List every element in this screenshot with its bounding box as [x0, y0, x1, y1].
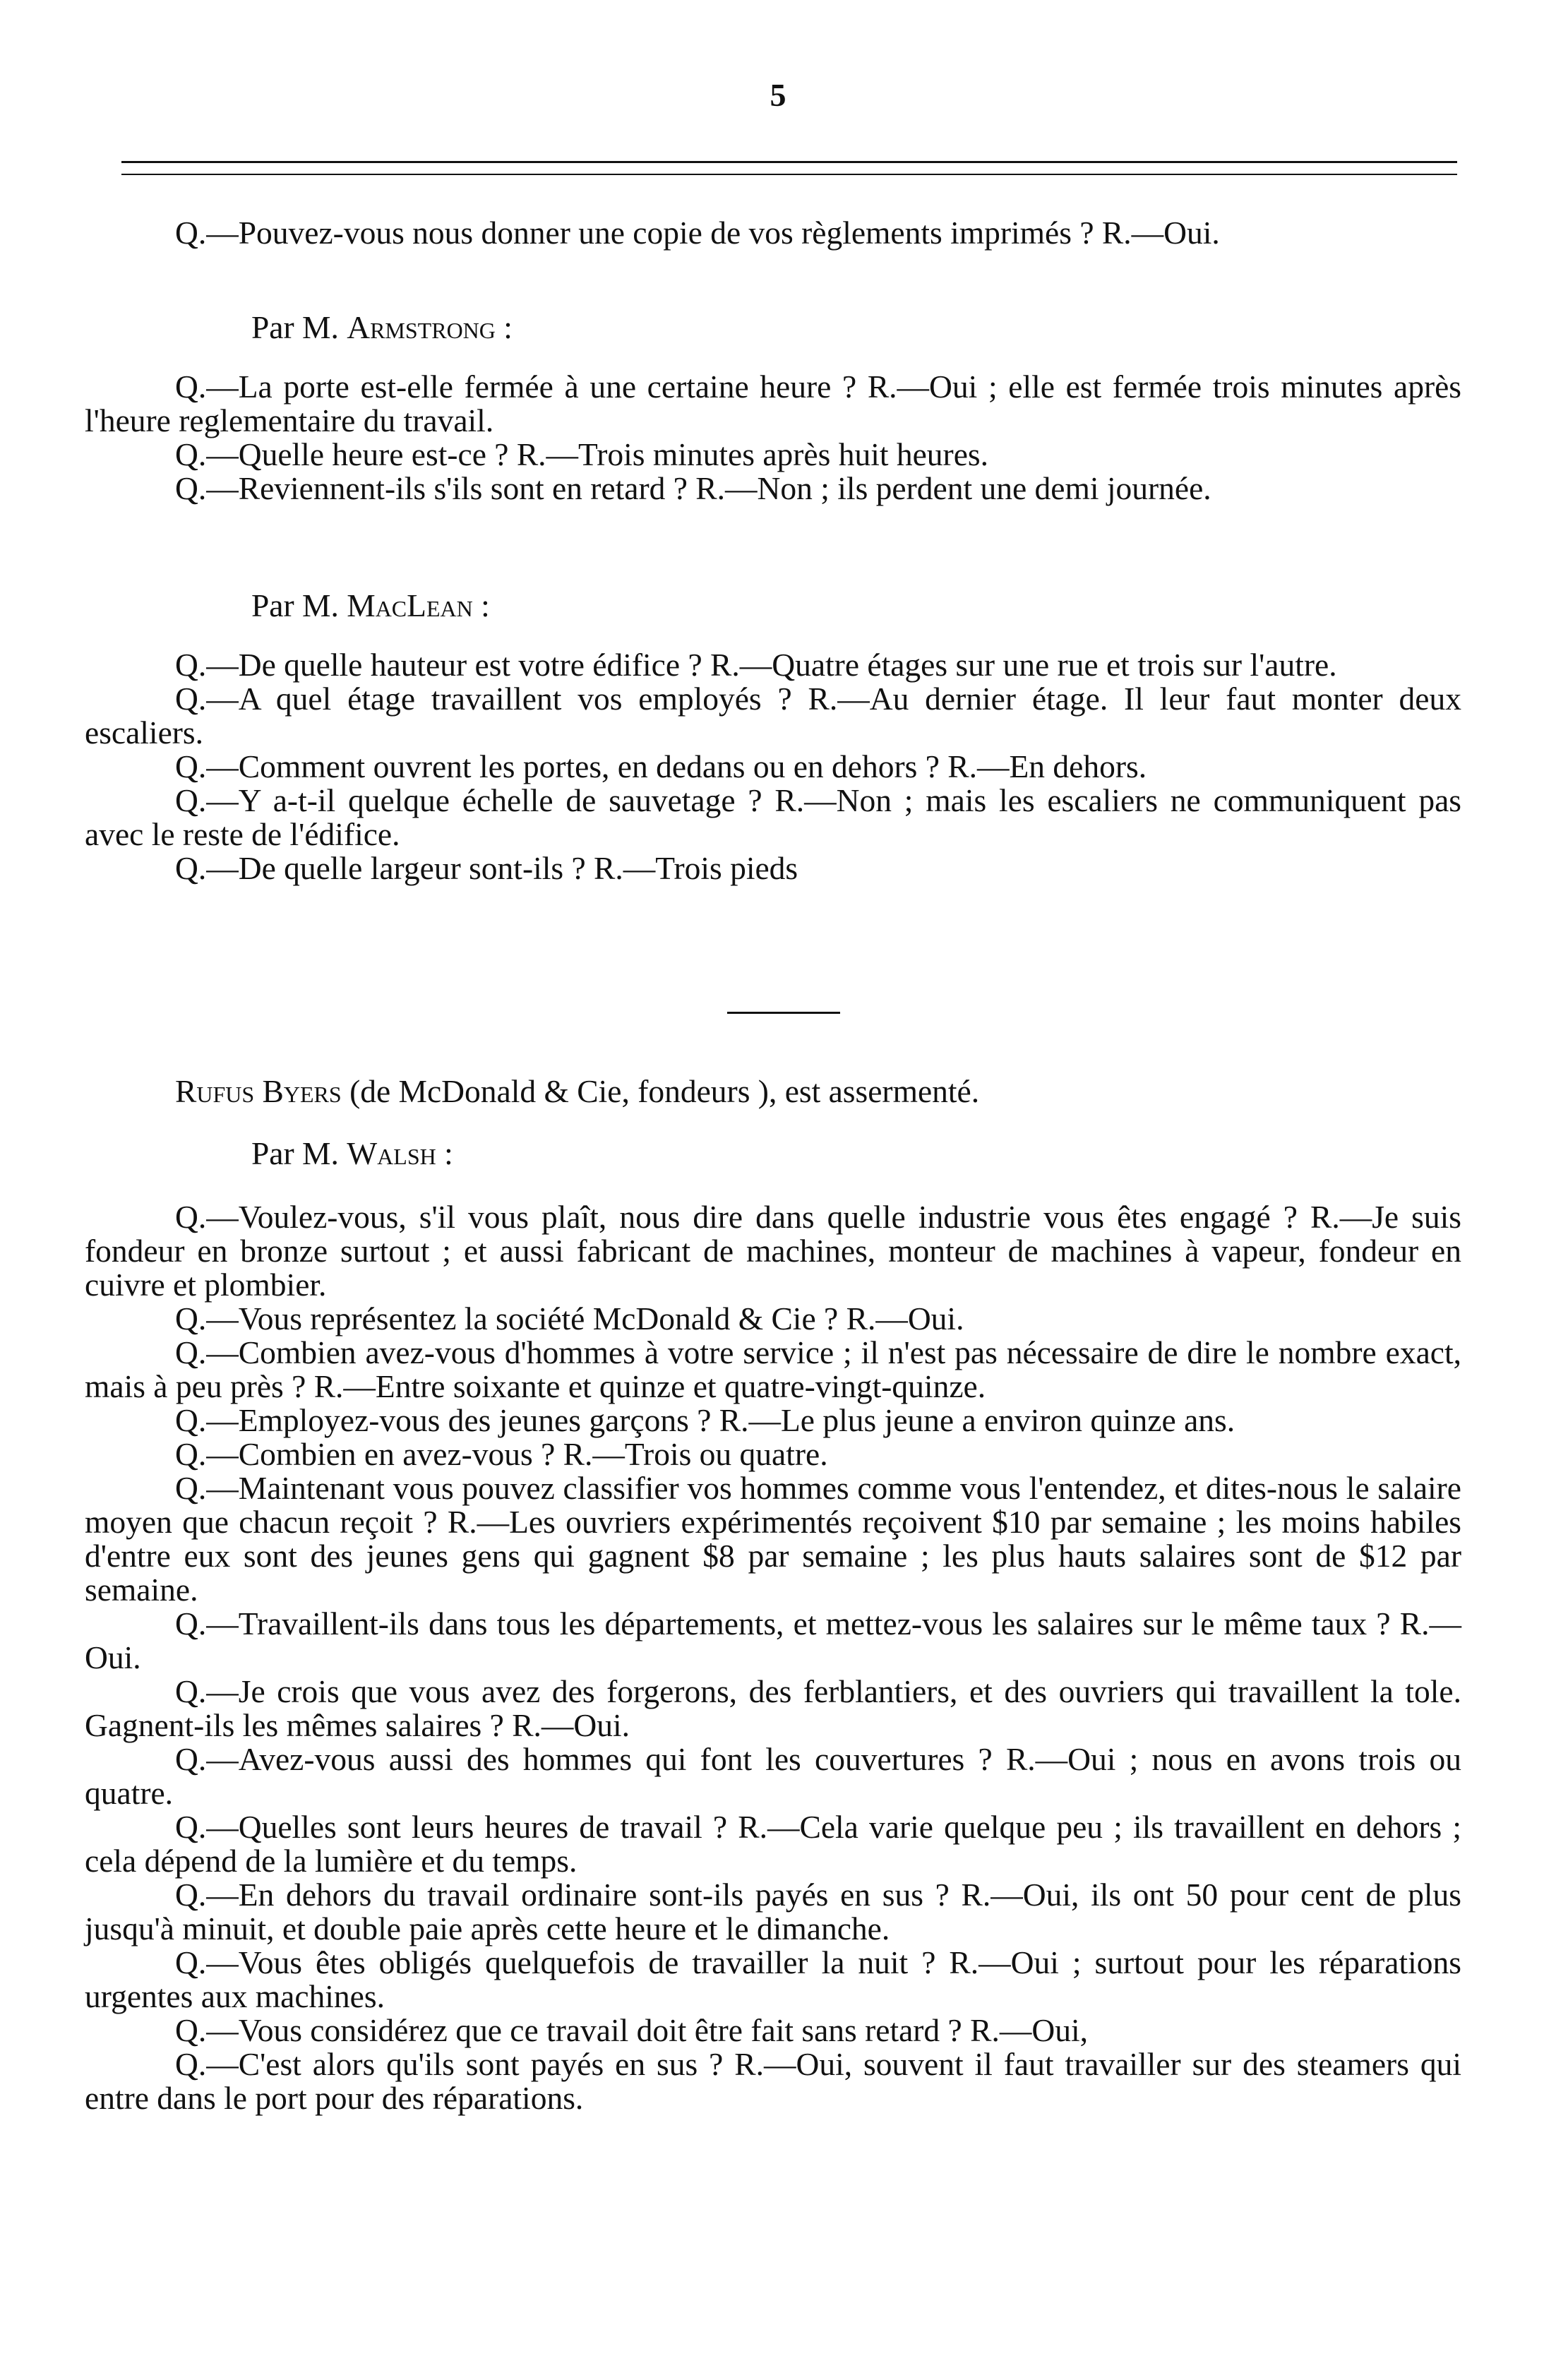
testimony-paragraph: Q.—Vous êtes obligés quelquefois de travailler la nuit ? R.—Oui ; surtout pour les réparations urgentes aux machines. [85, 1944, 1461, 2014]
examiner-name: Armstrong [347, 309, 496, 345]
heading-prefix: Par M. [251, 1135, 347, 1171]
testimony-paragraph: Q.—Travaillent-ils dans tous les départements, et mettez-vous les salaires sur le même taux ? R.—Oui. [85, 1605, 1461, 1675]
examiner-name: Walsh [347, 1135, 436, 1171]
heading-suffix: : [472, 587, 490, 623]
testimony-paragraph: Q.—Maintenant vous pouvez classifier vos hommes comme vous l'entendez, et dites-nous le salaire moyen que chacun reçoit ? R.—Les ouvriers expérimentés reçoivent $10 par semaine ; les moins habiles d'entre eux sont des jeunes gens qui gagnent $8 par semaine ; les plus hauts salaires sont de $12 par semaine. [85, 1470, 1461, 1608]
header-rule [121, 161, 1457, 163]
examiner-heading-walsh [251, 1137, 453, 1171]
testimony-paragraph: Q.—A quel étage travaillent vos employés ? R.—Au dernier étage. Il leur faut monter deux escaliers. [85, 681, 1461, 751]
testimony-paragraph: Q.—Quelle heure est-ce ? R.—Trois minutes après huit heures. [175, 436, 988, 472]
heading-prefix: Par M. [251, 587, 347, 623]
examiner-heading-maclean [251, 589, 490, 623]
page-number: 5 [770, 77, 786, 113]
testimony-block-4 [85, 1200, 1461, 2115]
testimony-paragraph: Q.—Y a-t-il quelque échelle de sauvetage ? R.—Non ; mais les escaliers ne communiquent pas avec le reste de l'édifice. [85, 782, 1461, 852]
testimony-paragraph: Q.—Je crois que vous avez des forgerons, des ferblantiers, et des ouvriers qui travaillent la tole. Gagnent-ils les mêmes salaires ? R.—Oui. [85, 1673, 1461, 1743]
testimony-paragraph: Q.—En dehors du travail ordinaire sont-ils payés en sus ? R.—Oui, ils ont 50 pour cent de plus jusqu'à minuit, et double paie après cette heure et le dimanche. [85, 1877, 1461, 1947]
testimony-paragraph: Q.—Combien avez-vous d'hommes à votre service ; il n'est pas nécessaire de dire le nombre exact, mais à peu près ? R.—Entre soixante et quinze et quatre-vingt-quinze. [85, 1334, 1461, 1404]
heading-suffix: : [495, 309, 513, 345]
testimony-paragraph: Q.—Pouvez-vous nous donner une copie de vos règlements imprimés ? R.—Oui. [175, 215, 1220, 251]
witness-sworn-line [175, 1075, 979, 1108]
testimony-paragraph: Q.—Vous considérez que ce travail doit être fait sans retard ? R.—Oui, [175, 2012, 1088, 2048]
testimony-paragraph: Q.—De quelle largeur sont-ils ? R.—Trois pieds [175, 850, 798, 886]
testimony-paragraph: Q.—Employez-vous des jeunes garçons ? R.—Le plus jeune a environ quinze ans. [175, 1402, 1235, 1438]
witness-details: (de McDonald & Cie, fondeurs ), est assermenté. [341, 1073, 980, 1109]
testimony-paragraph: Q.—Combien en avez-vous ? R.—Trois ou quatre. [175, 1436, 828, 1472]
testimony-paragraph: Q.—Comment ouvrent les portes, en dedans ou en dehors ? R.—En dehors. [175, 748, 1147, 784]
heading-prefix: Par M. [251, 309, 347, 345]
testimony-paragraph: Q.—Reviennent-ils s'ils sont en retard ? R.—Non ; ils perdent une demi journée. [175, 470, 1211, 506]
testimony-block-2 [85, 370, 1461, 506]
testimony-paragraph: Q.—De quelle hauteur est votre édifice ? R.—Quatre étages sur une rue et trois sur l'autre. [175, 647, 1337, 683]
testimony-paragraph: Q.—Quelles sont leurs heures de travail ? R.—Cela varie quelque peu ; ils travaillent en dehors ; cela dépend de la lumière et du temps. [85, 1809, 1461, 1879]
testimony-paragraph: Q.—Vous représentez la société McDonald & Cie ? R.—Oui. [175, 1300, 964, 1336]
section-divider [727, 1012, 840, 1014]
header-rule-thin [121, 174, 1457, 175]
testimony-paragraph: Q.—C'est alors qu'ils sont payés en sus ? R.—Oui, souvent il faut travailler sur des steamers qui entre dans le port pour des réparations. [85, 2046, 1461, 2116]
testimony-block-1 [85, 216, 1461, 250]
examiner-heading-armstrong [251, 311, 513, 345]
testimony-paragraph: Q.—La porte est-elle fermée à une certaine heure ? R.—Oui ; elle est fermée trois minutes après l'heure reglementaire du travail. [85, 369, 1461, 438]
heading-suffix: : [436, 1135, 453, 1171]
testimony-paragraph: Q.—Voulez-vous, s'il vous plaît, nous dire dans quelle industrie vous êtes engagé ? R.—Je suis fondeur en bronze surtout ; et aussi fabricant de machines, monteur de machines à vapeur, fondeur en cuivre et plombier. [85, 1199, 1461, 1303]
witness-name: Rufus Byers [175, 1073, 342, 1109]
examiner-name: MacLean [347, 587, 473, 623]
testimony-block-3 [85, 648, 1461, 885]
testimony-paragraph: Q.—Avez-vous aussi des hommes qui font les couvertures ? R.—Oui ; nous en avons trois ou quatre. [85, 1741, 1461, 1811]
